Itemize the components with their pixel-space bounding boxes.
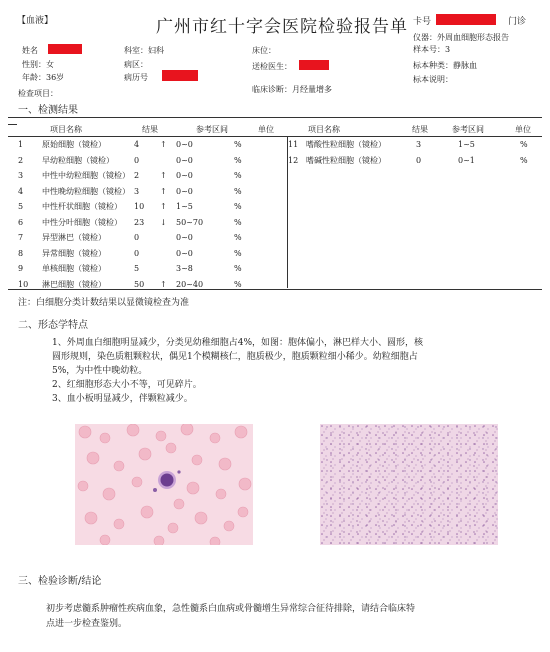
result-value: 3 — [416, 140, 422, 150]
item-name: 原始细胞（镜检） — [42, 140, 106, 150]
row-number: 3 — [18, 171, 24, 181]
name-label: 姓名 — [22, 46, 38, 55]
unit: % — [234, 248, 242, 258]
abnormal-arrow — [158, 230, 174, 246]
microscopy-image-high-power — [75, 424, 253, 545]
table-row — [16, 261, 254, 277]
abnormal-arrow: ↑ — [160, 171, 167, 181]
reference-range: 1~5 — [176, 202, 193, 212]
row-number: 6 — [18, 217, 24, 227]
row-number: 1 — [18, 140, 24, 150]
record-redacted — [162, 70, 198, 81]
result-value: 0 — [134, 248, 140, 258]
abnormal-arrow — [158, 246, 174, 262]
item-name: 中性杆状细胞（镜检） — [42, 202, 122, 212]
abnormal-arrow — [158, 153, 174, 169]
unit: % — [520, 140, 528, 150]
table-row — [16, 184, 254, 200]
result-value: 23 — [134, 217, 145, 227]
results-table-left — [16, 137, 254, 292]
result-value: 4 — [134, 140, 140, 150]
table-row — [16, 137, 254, 153]
abnormal-arrow: ↑ — [160, 140, 167, 150]
header-item-right: 项目名称 — [308, 125, 340, 134]
result-value: 3 — [134, 186, 140, 196]
diagnosis: 临床诊断：月经量增多 — [252, 85, 332, 94]
section-conclusion-title: 三、检验诊断/结论 — [18, 576, 102, 587]
conclusion-line-1: 初步考虑髓系肿瘤性疾病血象，急性髓系白血病或骨髓增生异常综合征待排除，请结合临床特 — [46, 604, 416, 614]
sample-no: 样本号：3 — [413, 45, 451, 54]
item-name: 中性晚幼粒细胞（镜检） — [42, 186, 130, 196]
row-number: 10 — [18, 279, 29, 289]
abnormal-arrow — [158, 261, 174, 277]
table-row — [286, 137, 540, 153]
item-name: 早幼粒细胞（镜检） — [42, 155, 114, 165]
header-unit-left: 单位 — [258, 125, 274, 134]
unit: % — [234, 186, 242, 196]
unit: % — [234, 155, 242, 165]
unit: % — [234, 264, 242, 274]
abnormal-arrow: ↑ — [160, 202, 167, 212]
header-unit-right: 单位 — [515, 125, 531, 134]
item-name: 淋巴细胞（镜检） — [42, 279, 106, 289]
abnormal-arrow — [440, 153, 456, 169]
header-item-left: 项目名称 — [50, 125, 82, 134]
ward: 病区： — [124, 60, 148, 69]
item-name: 异常细胞（镜检） — [42, 248, 106, 258]
abnormal-arrow: ↑ — [160, 186, 167, 196]
results-table-right — [286, 137, 540, 168]
header-result-right: 结果 — [412, 125, 428, 134]
reference-range: 0~0 — [176, 171, 193, 181]
reference-range: 0~0 — [176, 233, 193, 243]
item-name: 单核细胞（镜检） — [42, 264, 106, 274]
result-value: 5 — [134, 264, 140, 274]
item-name: 嗜碱性粒细胞（镜检） — [306, 155, 386, 165]
table-row — [16, 215, 254, 231]
result-value: 0 — [416, 155, 422, 165]
table-row — [16, 199, 254, 215]
card-number-redacted — [436, 14, 496, 25]
row-number: 7 — [18, 233, 24, 243]
morphology-line-3: 5%，为中性中晚幼粒。 — [52, 366, 148, 376]
reference-range: 0~0 — [176, 248, 193, 258]
item-name: 嗜酸性粒细胞（镜检） — [306, 140, 386, 150]
result-value: 10 — [134, 202, 145, 212]
unit: % — [234, 202, 242, 212]
item-name: 中性中幼粒细胞（镜检） — [42, 171, 130, 181]
header-range-right: 参考区间 — [452, 125, 484, 134]
section-morphology-title: 二、形态学特点 — [18, 320, 88, 331]
conclusion-text — [46, 602, 415, 632]
unit: % — [234, 279, 242, 289]
unit: % — [234, 217, 242, 227]
gender: 性别：女 — [22, 60, 54, 69]
morphology-line-5: 3、血小板明显减少，伴颗粒减少。 — [52, 394, 193, 404]
unit: % — [234, 233, 242, 243]
department: 科室：妇科 — [124, 46, 164, 55]
bed: 床位： — [252, 46, 276, 55]
result-value: 0 — [134, 155, 140, 165]
clinic-type: 门诊 — [508, 17, 527, 27]
conclusion-line-2: 点进一步检查鉴别。 — [46, 619, 128, 629]
header-result-left: 结果 — [142, 125, 158, 134]
table-row — [286, 153, 540, 169]
specimen-tag: 【血液】 — [17, 16, 54, 26]
table-row — [16, 153, 254, 169]
row-number: 11 — [288, 140, 299, 150]
microscopy-image-low-power — [320, 424, 498, 545]
test-items: 检查项目： — [18, 89, 58, 98]
reference-range: 50~70 — [176, 217, 204, 227]
unit: % — [234, 171, 242, 181]
morphology-line-2: 圆形规则，染色质粗颗粒状，偶见1个模糊核仁，胞质极少，胞质颗粒细小稀少。幼粒细胞占 — [52, 352, 418, 362]
record-label: 病历号 — [124, 73, 148, 82]
doctor-redacted — [299, 60, 329, 70]
row-number: 9 — [18, 264, 24, 274]
card-label: 卡号 — [413, 17, 432, 27]
table-row — [16, 168, 254, 184]
name-redacted — [48, 44, 82, 54]
reference-range: 0~1 — [458, 155, 475, 165]
morphology-line-4: 2、红细胞形态大小不等，可见碎片。 — [52, 380, 202, 390]
unit: % — [234, 140, 242, 150]
section-results-title: 一、检测结果 — [18, 105, 78, 116]
sample-note: 标本说明： — [413, 75, 453, 84]
abnormal-arrow — [440, 137, 456, 153]
unit: % — [520, 155, 528, 165]
result-value: 0 — [134, 233, 140, 243]
table-row — [16, 230, 254, 246]
item-name: 异型淋巴（镜检） — [42, 233, 106, 243]
reference-range: 0~0 — [176, 140, 193, 150]
row-number: 2 — [18, 155, 24, 165]
reference-range: 0~0 — [176, 186, 193, 196]
row-number: 4 — [18, 186, 24, 196]
table-row — [16, 246, 254, 262]
age: 年龄：36岁 — [22, 73, 65, 82]
reference-range: 3~8 — [176, 264, 193, 274]
sample-type: 标本种类：静脉血 — [413, 61, 477, 70]
doctor-label: 送检医生： — [252, 62, 292, 71]
abnormal-arrow: ↓ — [160, 217, 167, 227]
result-value: 50 — [134, 279, 145, 289]
reference-range: 0~0 — [176, 155, 193, 165]
reference-range: 1~5 — [458, 140, 475, 150]
instrument-label: 仪器：外周血细胞形态报告 — [413, 33, 509, 42]
morphology-text — [52, 336, 423, 406]
row-number: 8 — [18, 248, 24, 258]
header-range-left: 参考区间 — [196, 125, 228, 134]
report-title: 广州市红十字会医院检验报告单 — [156, 17, 408, 37]
row-number: 5 — [18, 202, 24, 212]
note-text: 注：白细胞分类计数结果以显微镜检查为准 — [18, 298, 190, 308]
item-name: 中性分叶细胞（镜检） — [42, 217, 122, 227]
abnormal-arrow: ↑ — [160, 279, 167, 289]
morphology-line-1: 1、外周血白细胞明显减少，分类见幼稚细胞占4%，如图：胞体偏小，淋巴样大小、圆形，核 — [52, 338, 424, 348]
result-value: 2 — [134, 171, 140, 181]
reference-range: 20~40 — [176, 279, 204, 289]
row-number: 12 — [288, 155, 299, 165]
